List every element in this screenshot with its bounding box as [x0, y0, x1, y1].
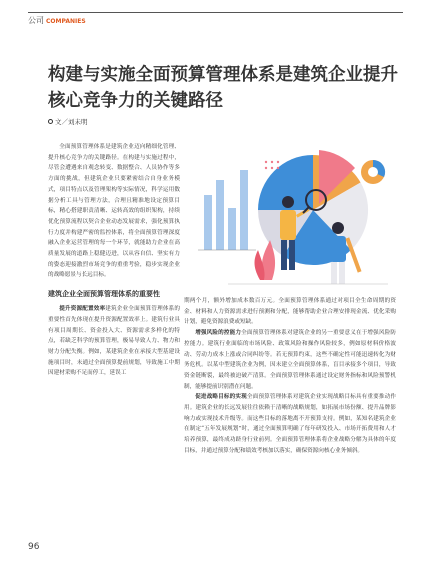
- page-number: 96: [28, 542, 40, 552]
- circle-bullet-icon: [48, 119, 53, 124]
- paragraph-lead: 增强风险的控能力: [195, 330, 242, 337]
- paragraph-lead: 促进战略目标的实现: [195, 394, 247, 401]
- article-column-right: [184, 296, 396, 457]
- section-label: [28, 15, 86, 26]
- section-heading: 建筑企业全面预算管理体系的重要性: [48, 290, 160, 299]
- paragraph-text: 建筑企业全面预算管理体系的重要性首先体现在提升资源配置效率上。建筑行业具有项目周期长、资金投入大、资源需求多样化的特点，若缺乏科学的预算管理，极易导致人力、物力和财力分配失衡。例如，某建筑企业在承接大型基建设施项目时，未通过全面预算提前规划，导致施工中期因建材采购不足而停工，延误工: [48, 306, 180, 377]
- header-rule: [28, 12, 403, 13]
- author-line: [48, 117, 88, 126]
- article-title: 构建与实施全面预算管理体系是建筑企业提升核心竞争力的关键路径: [48, 65, 398, 111]
- paragraph-text: 全面预算管理体系对建筑企业实现战略目标具有重要推动作用。建筑企业的长远发展往往依赖于清晰的战略规划，如拓展市场份额、提升品牌影响力或实现技术升级等。而这些目标的落地离不开预算支持。例如，某知名建筑企业在制定“五年发展规划”时，通过全面预算明确了每年研发投入、市场开拓费用和人才培养预算，最终成功跻身行业前列。全面预算管理体系将企业战略分解为具体的年度目标，并通过预算分配和绩效考核加以落实，确保资源向核心业务倾斜。: [184, 394, 396, 454]
- intro-paragraph: 全面预算管理体系是建筑企业迈向精细化管理、提升核心竞争力的关键路径。在构建与实施过程中，尽管会遭遇来自观念转变、数据整合、人员协作等多方面的挑战，但建筑企业只要紧密结合自身业务模式，项目特点以及管理架构等实际情况，科学运用数据分析工具与管理方法，合理且精准地设定预算目标，精心搭建职责清晰、运转高效的组织架构，持续优化预算流程以契合企业动态发展需求，强化预算执行力度并构建严密的监控体系，将全面预算管理深度融入企业运营管理的每一个环节，就能助力企业在高质量发展的道路上稳健迈进，以从容自信、坚实有力的姿态迎接激烈市场竞争的重重考验，稳步实现企业的战略愿景与长远目标。: [48, 144, 180, 279]
- risk-paragraph: [184, 328, 396, 392]
- bar-chart-graphic: [198, 170, 256, 250]
- author-name: 文／刘未明: [55, 118, 88, 126]
- paragraph-text: 全面预算管理体系对建筑企业的另一重要意义在于增强风险防控能力。建筑行业面临的市场风险、政策风险和操作风险较多，例如原材料价格波动、劳动力成本上涨或合同纠纷等。若无预算约束，这些不确定性可能迅速转化为财务危机。以某中型建筑企业为例，因未建立全面预算体系，盲目承接多个项目，导致资金链断裂，最终被迫破产清算。全面预算管理体系通过设定财务指标和风险预警机制，能够提前识别潜在问题。: [184, 330, 396, 390]
- section-label-cn: 公司: [28, 16, 44, 25]
- resource-paragraph: [48, 304, 180, 379]
- article-column-left: [48, 142, 180, 379]
- business-analytics-illustration: [188, 140, 398, 290]
- donut-chart-graphic: [361, 160, 385, 184]
- decorative-dots: [265, 161, 279, 169]
- continuation-paragraph: 期两个月，额外增加成本数百万元。全面预算管理体系通过对项目全生命周期的资金、材料和人力资源需求进行预测和分配，能够帮助企业合理安排现金流、优化采购计划，避免资源浪费或短缺。: [184, 298, 396, 326]
- strategy-paragraph: [184, 392, 396, 456]
- paragraph-lead: 提升资源配置效率: [59, 306, 106, 313]
- section-label-en: COMPANIES: [46, 18, 86, 25]
